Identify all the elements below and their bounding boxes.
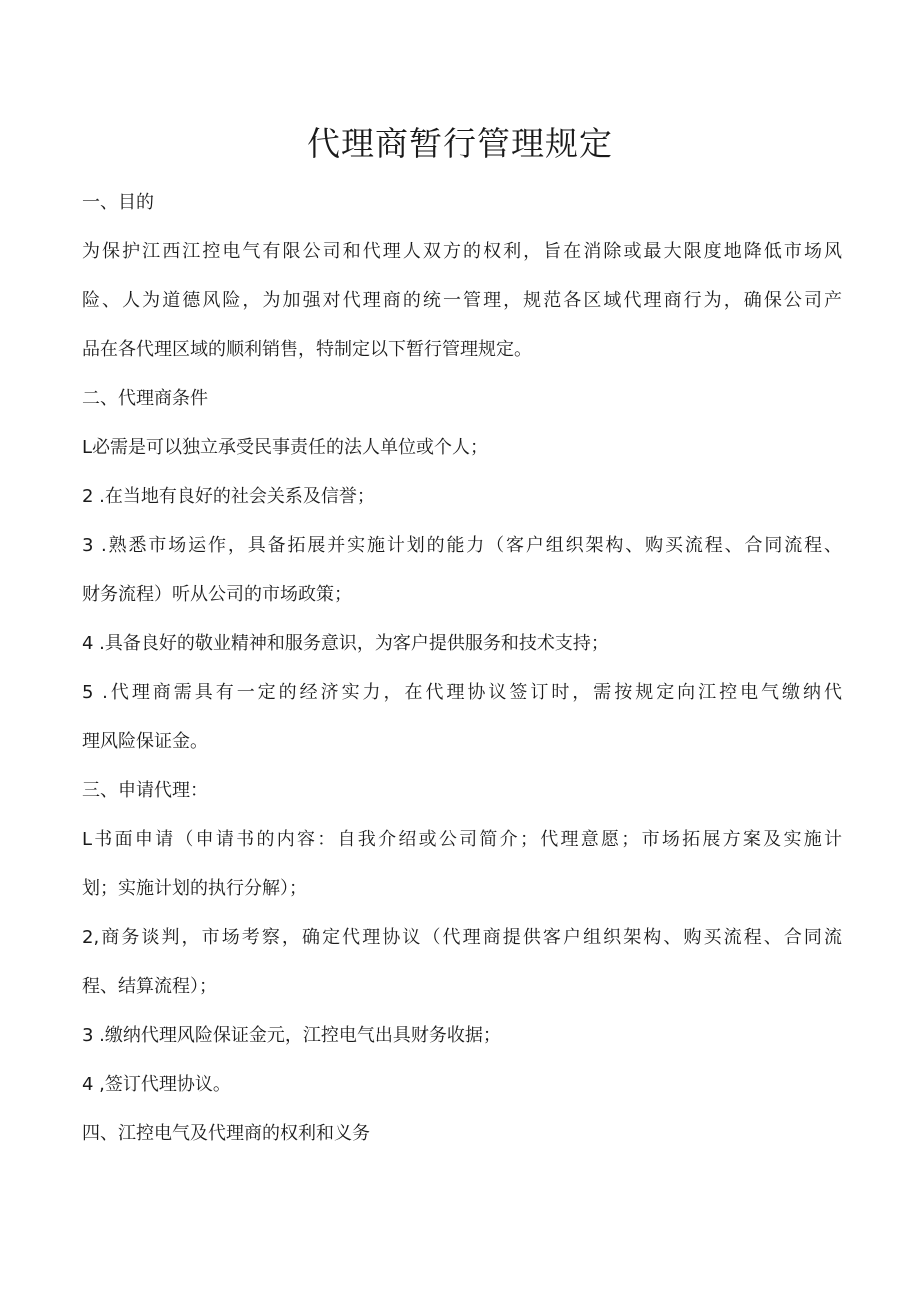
text-line: 品在各代理区域的顺利销售，特制定以下暂行管理规定。 (82, 339, 532, 360)
text-line: 2 .在当地有良好的社会关系及信誉； (82, 486, 375, 507)
text-line: 程、结算流程）； (82, 976, 217, 997)
text-line: L书面申请（申请书的内容：自我介绍或公司简介；代理意愿；市场拓展方案及实施计 (82, 829, 842, 850)
text-line: 二、代理商条件 (82, 388, 208, 409)
text-line: 险、人为道德风险，为加强对代理商的统一管理，规范各区域代理商行为，确保公司产 (82, 290, 842, 311)
text-line: 4 .具备良好的敬业精神和服务意识，为客户提供服务和技术支持； (82, 633, 609, 654)
text-line: 一、目的 (82, 192, 154, 213)
text-line: 三、申请代理： (82, 780, 208, 801)
text-line: 理风险保证金。 (82, 731, 208, 752)
document-body (82, 178, 842, 1158)
text-line: 2,商务谈判，市场考察，确定代理协议（代理商提供客户组织架构、购买流程、合同流 (82, 927, 842, 948)
text-line: 3 .缴纳代理风险保证金元，江控电气出具财务收据； (82, 1025, 501, 1046)
text-line: 3 .熟悉市场运作，具备拓展并实施计划的能力（客户组织架构、购买流程、合同流程、 (82, 535, 842, 556)
text-line: 四、江控电气及代理商的权利和义务 (82, 1123, 370, 1144)
text-line: 4 ,签订代理协议。 (82, 1074, 231, 1095)
text-line: 5 .代理商需具有一定的经济实力，在代理协议签订时，需按规定向江控电气缴纳代 (82, 682, 842, 703)
text-line: L必需是可以独立承受民事责任的法人单位或个人； (82, 437, 489, 458)
text-line: 为保护江西江控电气有限公司和代理人双方的权利，旨在消除或最大限度地降低市场风 (82, 241, 842, 262)
text-line: 财务流程）听从公司的市场政策； (82, 584, 352, 605)
text-line: 划；实施计划的执行分解）； (82, 878, 307, 899)
document-title: 代理商暂行管理规定 (307, 124, 613, 163)
